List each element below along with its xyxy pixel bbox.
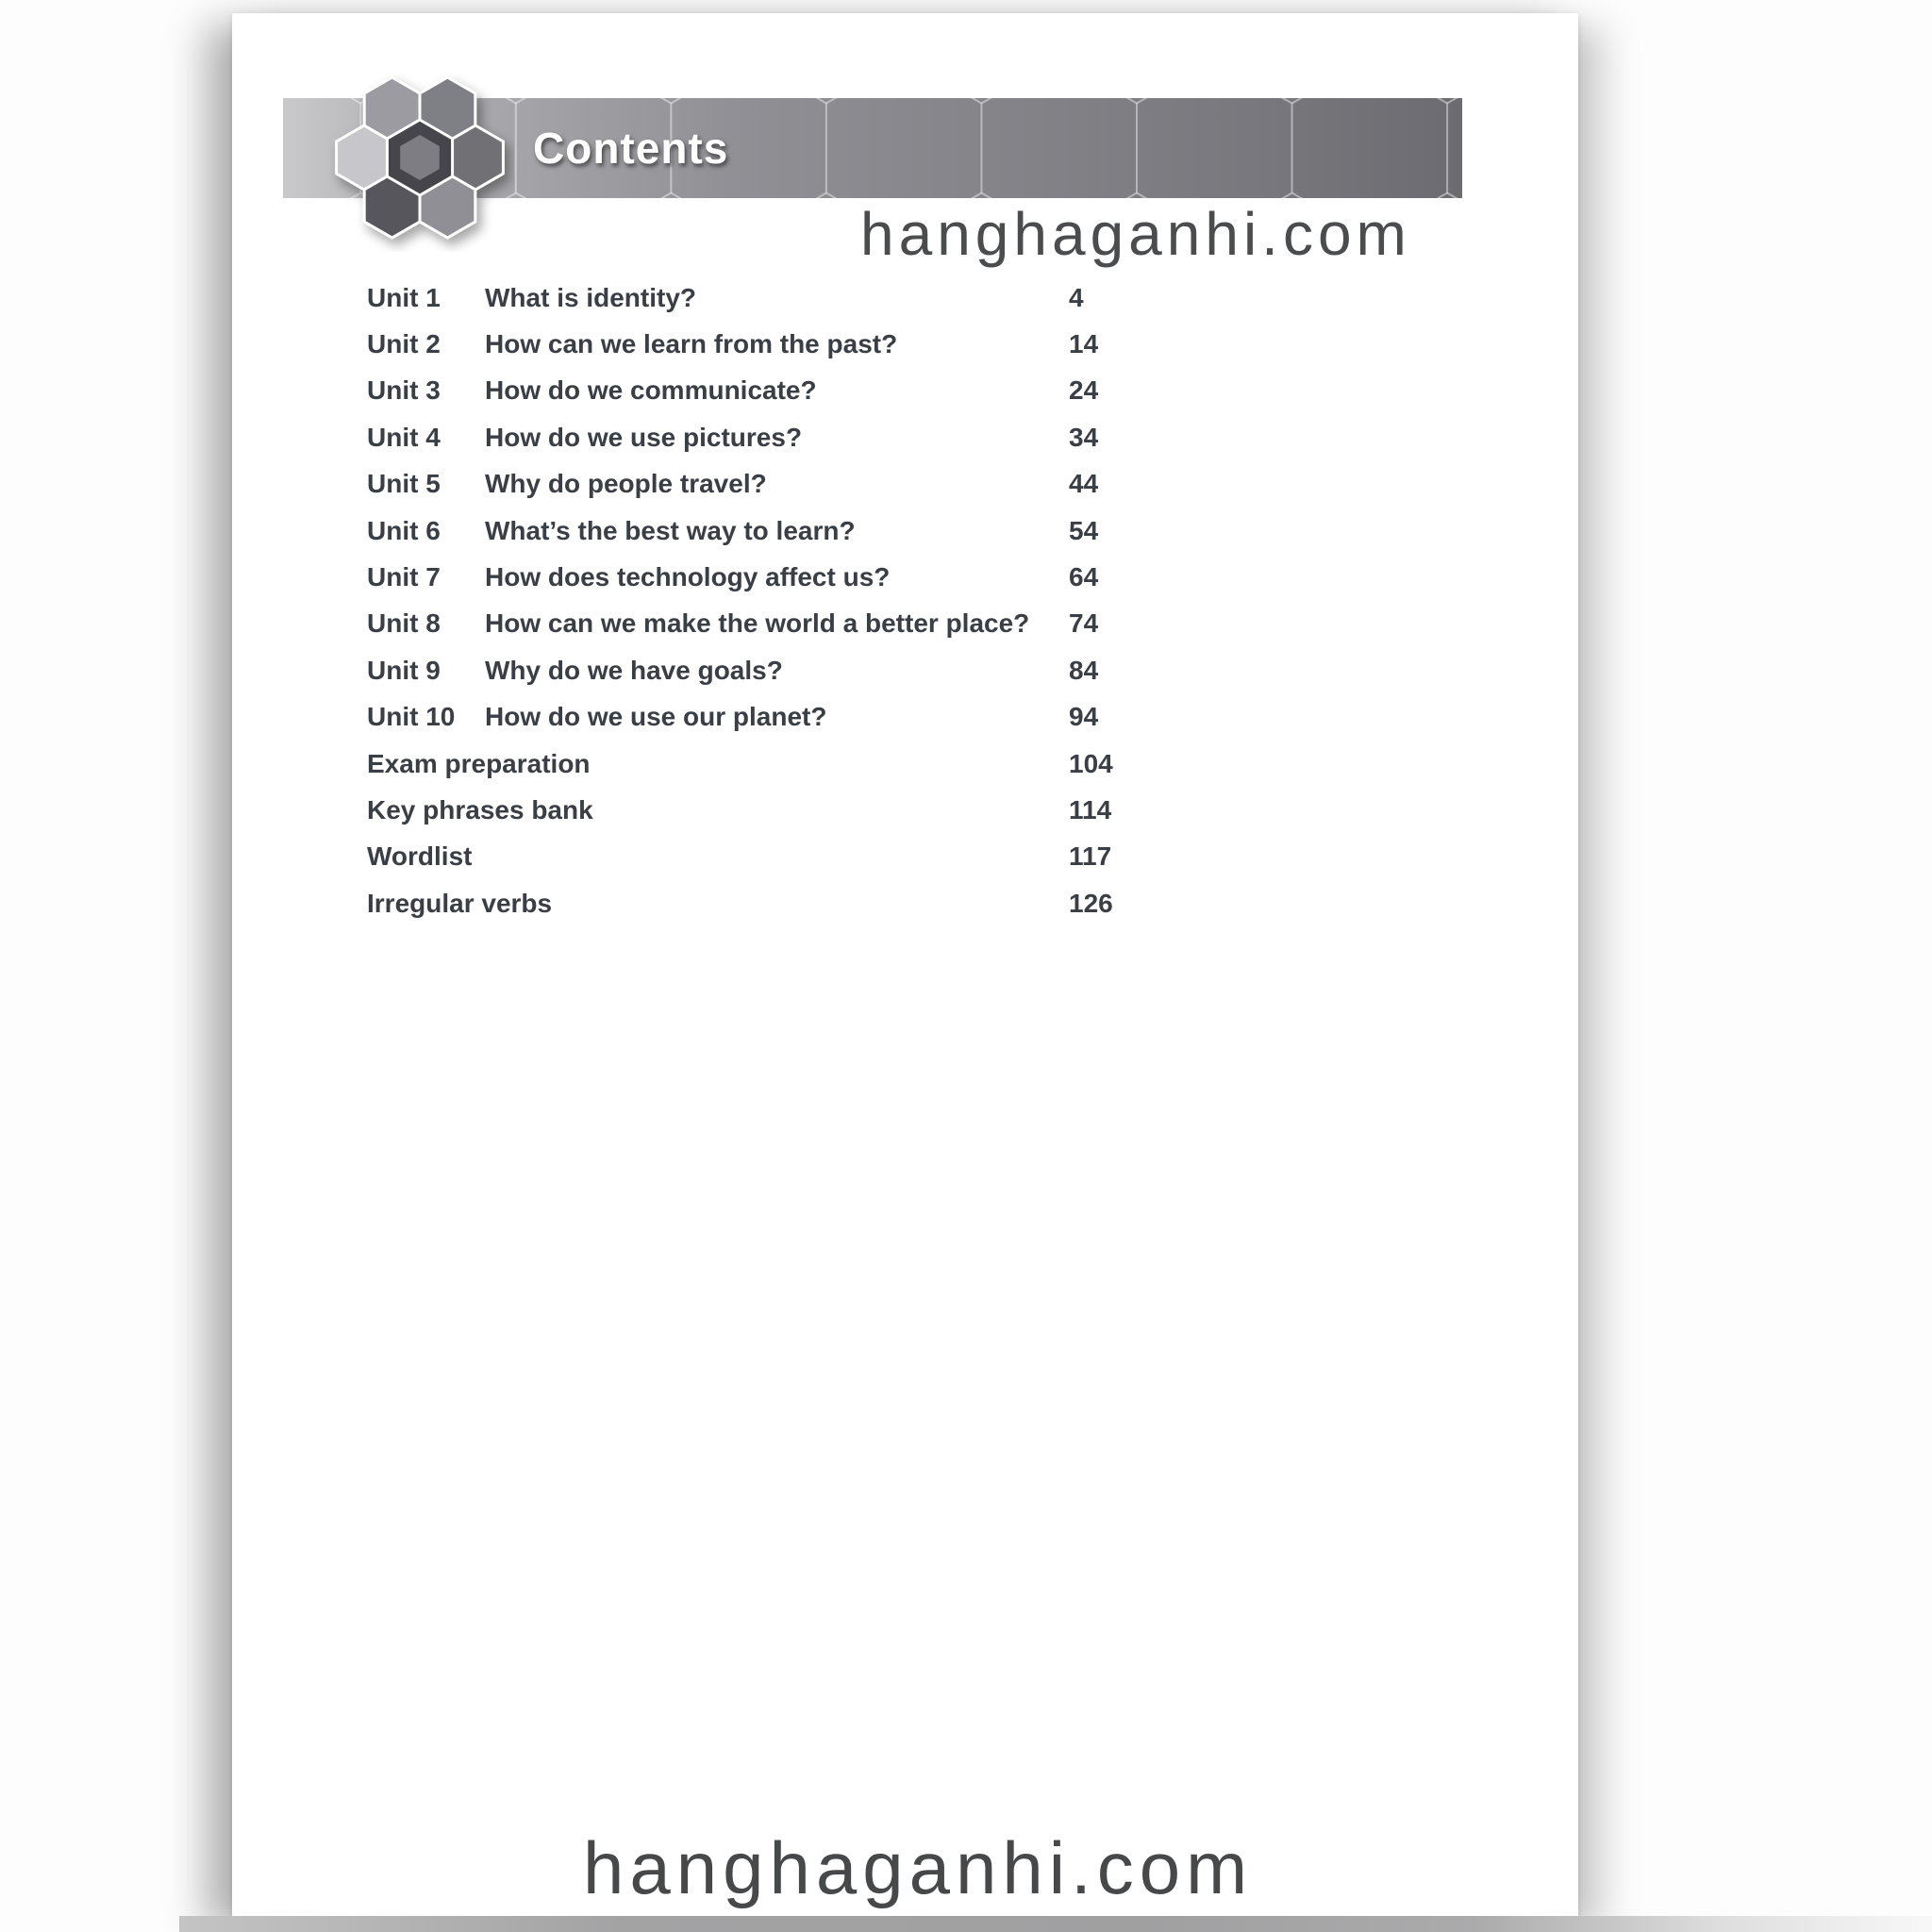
section-label: Exam preparation bbox=[367, 748, 591, 778]
toc-row bbox=[367, 461, 1367, 508]
unit-label: Unit 8 bbox=[367, 608, 441, 639]
toc-row bbox=[367, 694, 1367, 741]
unit-label: Unit 10 bbox=[367, 702, 456, 732]
toc-row bbox=[367, 647, 1367, 693]
unit-title: Why do people travel? bbox=[485, 469, 767, 499]
toc-row bbox=[367, 834, 1367, 880]
unit-label: Unit 5 bbox=[367, 469, 441, 499]
unit-label: Unit 3 bbox=[367, 375, 441, 406]
watermark-top: hanghaganhi.com bbox=[860, 200, 1411, 268]
toc-row bbox=[367, 275, 1367, 321]
page-number: 117 bbox=[1069, 841, 1112, 872]
page-number: 74 bbox=[1069, 608, 1099, 639]
unit-title: Why do we have goals? bbox=[485, 655, 783, 685]
unit-label: Unit 7 bbox=[367, 562, 441, 592]
section-label: Irregular verbs bbox=[367, 888, 553, 918]
unit-title: How do we communicate? bbox=[485, 375, 817, 406]
unit-title: What is identity? bbox=[485, 282, 696, 312]
toc-row bbox=[367, 787, 1367, 833]
unit-label: Unit 6 bbox=[367, 515, 441, 545]
page-number: 44 bbox=[1069, 469, 1099, 499]
section-label: Wordlist bbox=[367, 841, 473, 872]
unit-title: What’s the best way to learn? bbox=[485, 515, 856, 545]
toc-row bbox=[367, 414, 1367, 460]
page-number: 64 bbox=[1069, 562, 1099, 592]
page-number: 126 bbox=[1069, 888, 1113, 918]
page-bottom-edge bbox=[179, 1916, 1932, 1932]
page-number: 4 bbox=[1069, 282, 1084, 312]
book-page bbox=[232, 13, 1578, 1917]
page-title: Contents bbox=[533, 124, 729, 173]
unit-label: Unit 4 bbox=[367, 422, 441, 452]
unit-label: Unit 1 bbox=[367, 282, 441, 312]
page-number: 34 bbox=[1069, 422, 1099, 452]
table-of-contents bbox=[367, 275, 1367, 926]
hexagon-flower-logo-icon bbox=[325, 63, 514, 252]
page-number: 24 bbox=[1069, 375, 1099, 406]
unit-title: How does technology affect us? bbox=[485, 562, 891, 592]
unit-label: Unit 9 bbox=[367, 655, 441, 685]
unit-title: How do we use pictures? bbox=[485, 422, 803, 452]
toc-row bbox=[367, 368, 1367, 414]
toc-row bbox=[367, 880, 1367, 926]
toc-row bbox=[367, 741, 1367, 787]
watermark-bottom: hanghaganhi.com bbox=[583, 1826, 1254, 1909]
unit-title: How can we learn from the past? bbox=[485, 329, 898, 359]
page-number: 104 bbox=[1069, 748, 1113, 778]
unit-label: Unit 2 bbox=[367, 329, 441, 359]
toc-row bbox=[367, 321, 1367, 367]
page-number: 94 bbox=[1069, 702, 1099, 732]
section-label: Key phrases bank bbox=[367, 794, 593, 824]
toc-row bbox=[367, 508, 1367, 554]
unit-title: How can we make the world a better place? bbox=[485, 608, 1030, 639]
unit-title: How do we use our planet? bbox=[485, 702, 827, 732]
page-number: 54 bbox=[1069, 515, 1099, 545]
page-number: 84 bbox=[1069, 655, 1099, 685]
page-number: 114 bbox=[1069, 794, 1112, 824]
toc-row bbox=[367, 601, 1367, 647]
page-number: 14 bbox=[1069, 329, 1099, 359]
toc-row bbox=[367, 554, 1367, 600]
